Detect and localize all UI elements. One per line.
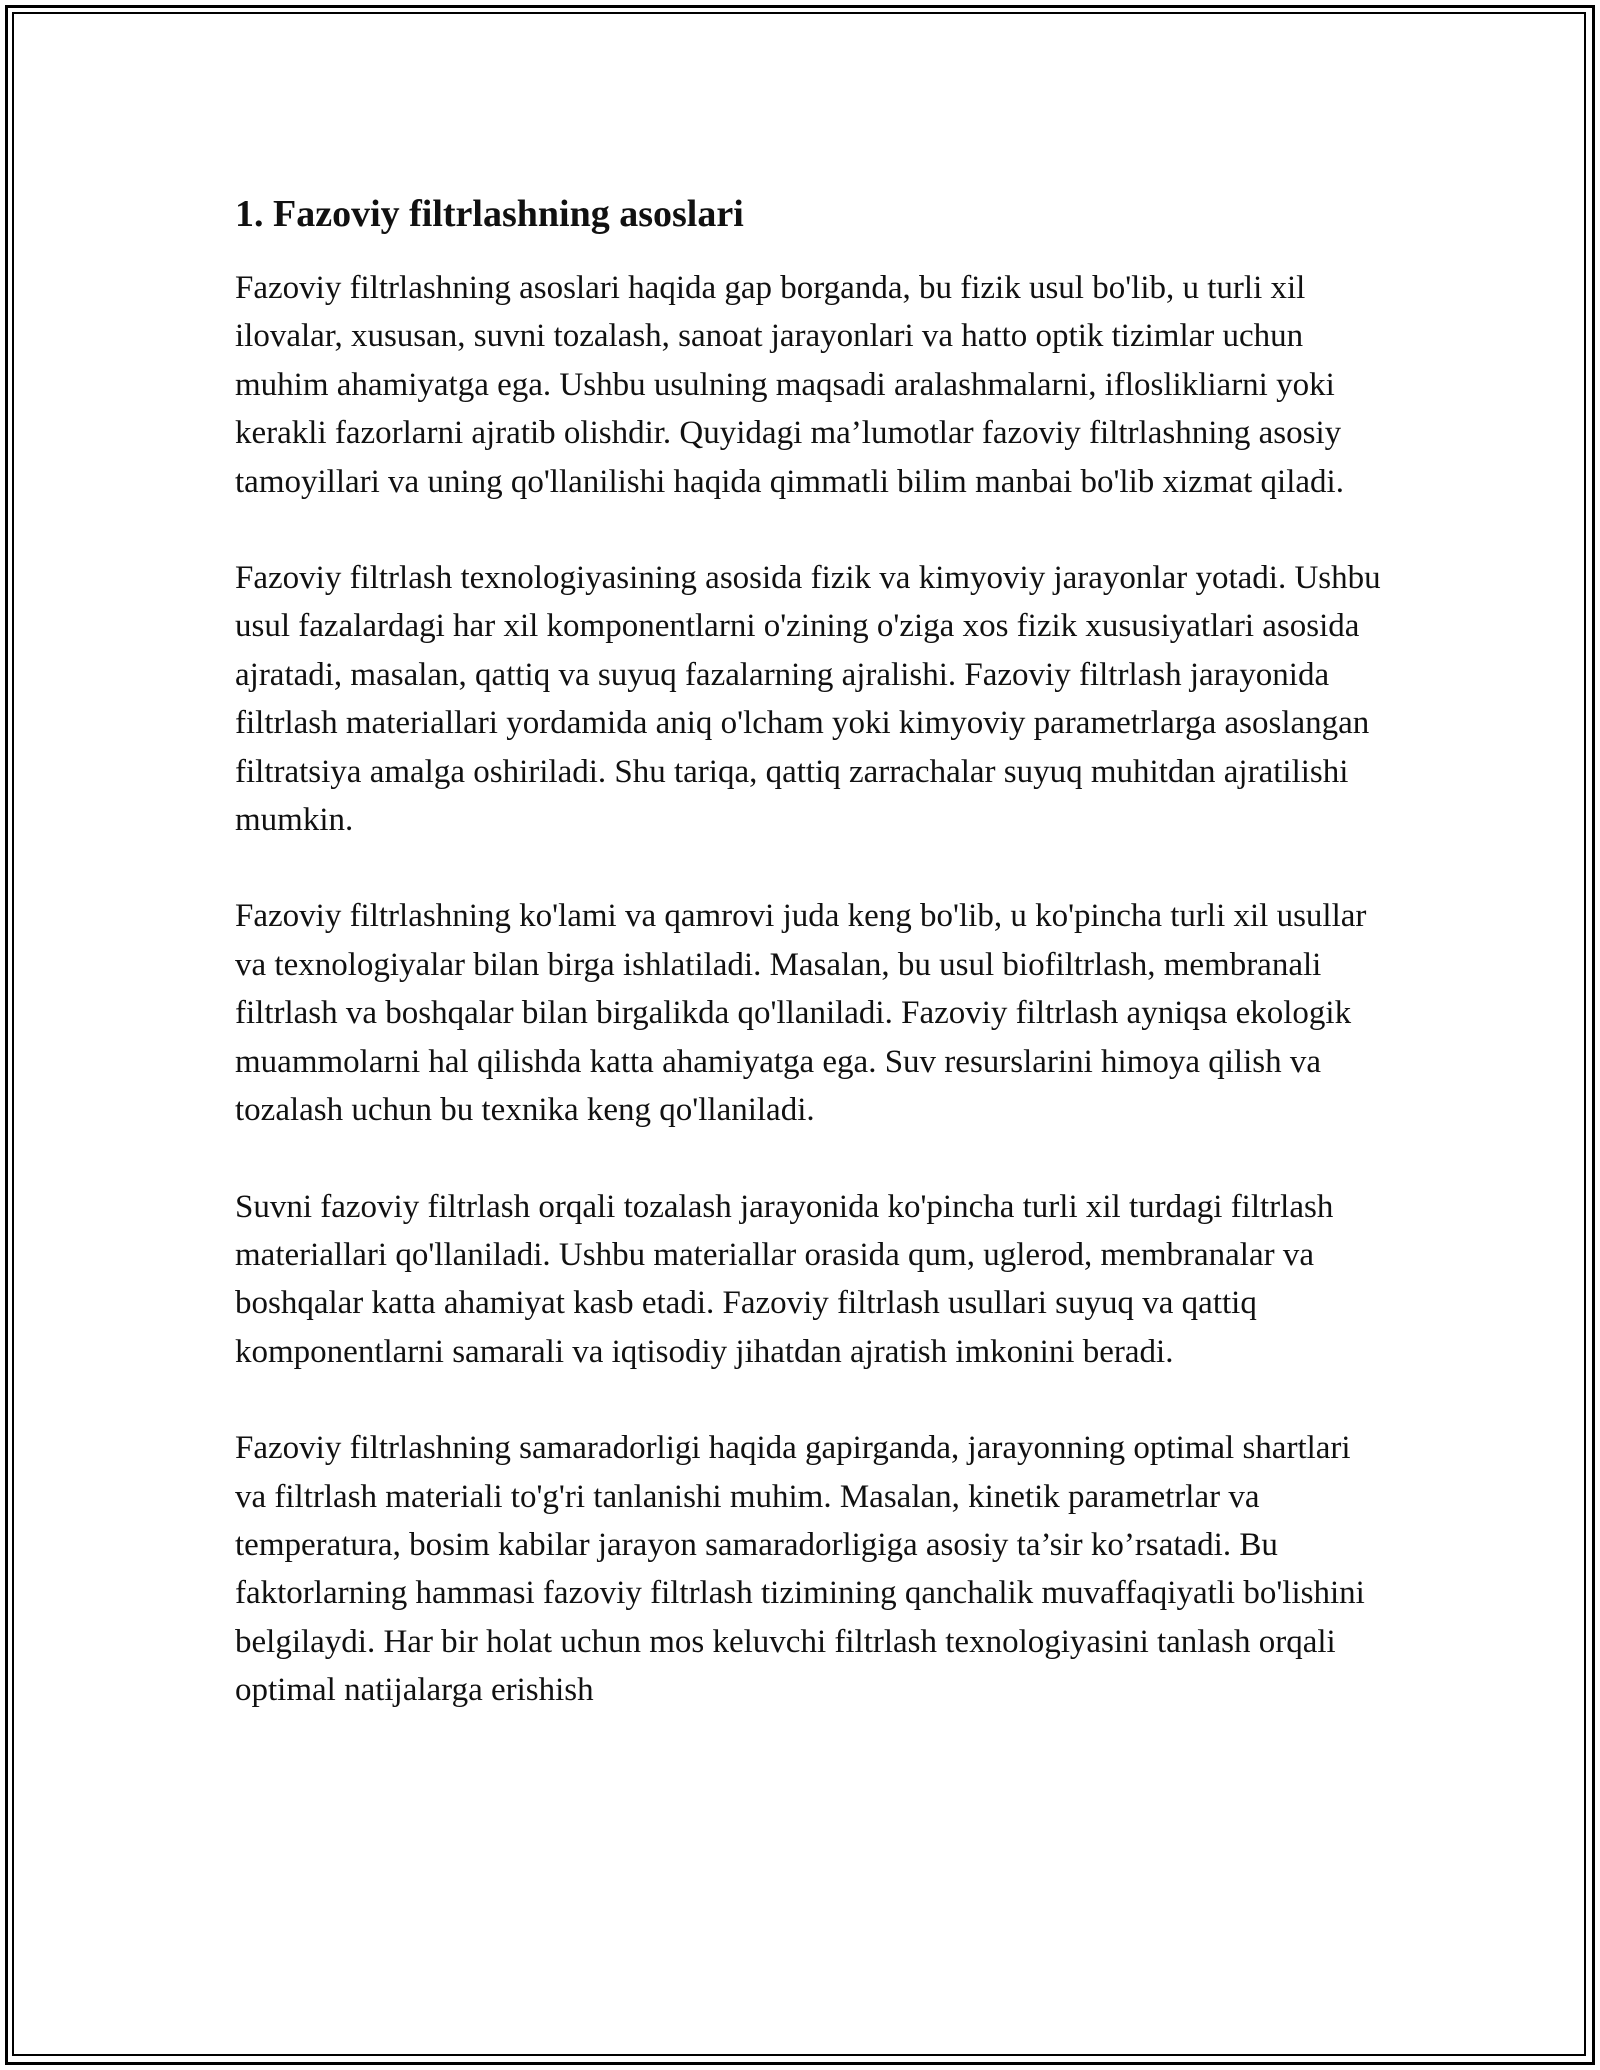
paragraph-3: Fazoviy filtrlashning ko'lami va qamrovi juda keng bo'lib, u ko'pincha turli xil usullar va texnologiyalar bilan birga ishlatiladi. Masalan, bu usul biofiltrlash, membranali filtrlash va boshqalar bilan birgalikda qo'llaniladi. Fazoviy filtrlash ayniqsa ekologik muammolarni hal qilishda katta ahamiyatga ega. Suv resurslarini himoya qilish va tozalash uchun bu texnika keng qo'llaniladi. bbox=[235, 898, 1367, 1129]
document-body bbox=[235, 186, 1385, 1763]
section-heading: 1. Fazoviy filtrlashning asoslari bbox=[235, 193, 744, 235]
paragraph-4: Suvni fazoviy filtrlash orqali tozalash jarayonida ko'pincha turli xil turdagi filtrlash materiallari qo'llaniladi. Ushbu materiallar orasida qum, uglerod, membranalar va boshqalar katta ahamiyat kasb etadi. Fazoviy filtrlash usullari suyuq va qattiq komponentlarni samarali va iqtisodiy jihatdan ajratish imkonini beradi. bbox=[235, 1188, 1334, 1370]
paragraph-1: Fazoviy filtrlashning asoslari haqida gap borganda, bu fizik usul bo'lib, u turli xil ilovalar, xususan, suvni tozalash, sanoat jarayonlari va hatto optik tizimlar uchun muhim ahamiyatga ega. Ushbu usulning maqsadi aralashmalarni, ifloslikliarni yoki kerakli fazorlarni ajratib olishdir. Quyidagi ma’lumotlar fazoviy filtrlashning asosiy tamoyillari va uning qo'llanilishi haqida qimmatli bilim manbai bo'lib xizmat qiladi. bbox=[235, 270, 1344, 500]
paragraph-5: Fazoviy filtrlashning samaradorligi haqida gapirganda, jarayonning optimal shartlari va filtrlash materiali to'g'ri tanlanishi muhim. Masalan, kinetik parametrlar va temperatura, bosim kabilar jarayon samaradorligiga asosiy ta’sir ko’rsatadi. Bu faktorlarning hammasi fazoviy filtrlash tizimining qanchalik muvaffaqiyatli bo'lishini belgilaydi. Har bir holat uchun mos keluvchi filtrlash texnologiyasini tanlash orqali optimal natijalarga erishish bbox=[235, 1430, 1365, 1709]
paragraph-2: Fazoviy filtrlash texnologiyasining asosida fizik va kimyoviy jarayonlar yotadi. Ushbu usul fazalardagi har xil komponentlarni o'zining o'ziga xos fizik xususiyatlari asosida ajratadi, masalan, qattiq va suyuq fazalarning ajralishi. Fazoviy filtrlash jarayonida filtrlash materiallari yordamida aniq o'lcham yoki kimyoviy parametrlarga asoslangan filtratsiya amalga oshiriladi. Shu tariqa, qattiq zarrachalar suyuq muhitdan ajratilishi mumkin. bbox=[235, 560, 1381, 839]
